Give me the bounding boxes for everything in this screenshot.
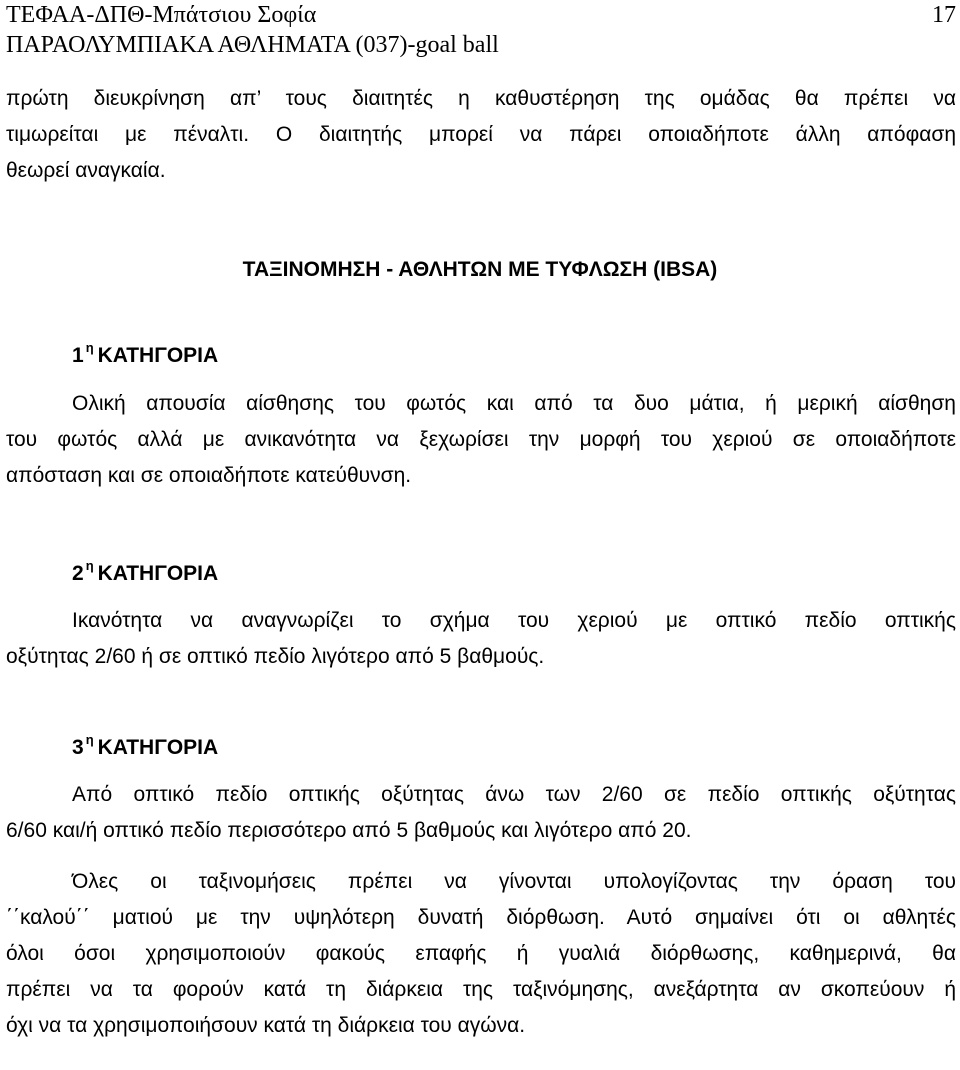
category-1-line: Ολική απουσία αίσθησης του φωτός και από τα δυο μάτια, ή μερική αίσθηση (72, 392, 956, 415)
category-3-heading (72, 732, 219, 760)
category-number: 2 (72, 562, 84, 585)
page-header (6, 0, 956, 60)
category-ordinal: η (85, 340, 94, 355)
page-number: 17 (932, 2, 956, 28)
category-ordinal: η (85, 732, 94, 747)
category-number: 1 (72, 344, 84, 367)
category-1-line: απόσταση και σε οποιαδήποτε κατεύθυνση. (6, 464, 412, 487)
category-3-line: Από οπτικό πεδίο οπτικής οξύτητας άνω των 2/60 σε πεδίο οπτικής οξύτητας (72, 783, 956, 806)
closing-line: ΄΄καλού΄΄ ματιού με την υψηλότερη δυνατή διόρθωση. Αυτό σημαίνει ότι οι αθλητές (6, 906, 956, 929)
intro-paragraph (6, 81, 956, 189)
intro-line: θεωρεί αναγκαία. (6, 159, 166, 182)
category-title: ΚΑΤΗΓΟΡΙΑ (97, 562, 219, 585)
category-2-text (6, 603, 956, 675)
category-3-text (6, 777, 956, 849)
header-course: ΠΑΡΑΟΛΥΜΠΙΑΚΑ ΑΘΛΗΜΑΤΑ (037)-goal ball (6, 32, 499, 58)
category-1-heading (72, 340, 219, 368)
intro-line: τιμωρείται με πέναλτι. Ο διαιτητής μπορεί να πάρει οποιαδήποτε άλλη απόφαση (6, 123, 956, 146)
closing-line: Όλες οι ταξινομήσεις πρέπει να γίνονται υπολογίζοντας την όραση του (72, 870, 956, 893)
closing-paragraph (6, 864, 956, 1044)
category-1-text (6, 386, 956, 494)
closing-line: όλοι όσοι χρησιμοποιούν φακούς επαφής ή γυαλιά διόρθωσης, καθημερινά, θα (6, 942, 956, 965)
category-title: ΚΑΤΗΓΟΡΙΑ (97, 344, 219, 367)
header-line-1 (6, 0, 956, 30)
category-1-line: του φωτός αλλά με ανικανότητα να ξεχωρίσει την μορφή του χεριού σε οποιαδήποτε (6, 428, 956, 451)
category-ordinal: η (85, 558, 94, 573)
header-author: ΤΕΦΑΑ-ΔΠΘ-Μπάτσιου Σοφία (6, 2, 317, 28)
category-2-line: Ικανότητα να αναγνωρίζει το σχήμα του χεριού με οπτικό πεδίο οπτικής (72, 609, 956, 632)
category-3-line: 6/60 και/ή οπτικό πεδίο περισσότερο από 5 βαθμούς και λιγότερο από 20. (6, 819, 692, 842)
category-2-heading (72, 558, 219, 586)
section-title: ΤΑΞΙΝΟΜΗΣΗ - ΑΘΛΗΤΩΝ ΜΕ ΤΥΦΛΩΣΗ (IBSA) (242, 258, 718, 281)
category-2-line: οξύτητας 2/60 ή σε οπτικό πεδίο λιγότερο από 5 βαθμούς. (6, 645, 545, 668)
intro-line: πρώτη διευκρίνηση απ’ τους διαιτητές η καθυστέρηση της ομάδας θα πρέπει να (6, 87, 956, 110)
closing-line: πρέπει να τα φορούν κατά τη διάρκεια της ταξινόμησης, ανεξάρτητα αν σκοπεύουν ή (6, 978, 956, 1001)
category-number: 3 (72, 736, 84, 759)
category-title: ΚΑΤΗΓΟΡΙΑ (97, 736, 219, 759)
closing-line: όχι να τα χρησιμοποιήσουν κατά τη διάρκεια του αγώνα. (6, 1014, 526, 1037)
